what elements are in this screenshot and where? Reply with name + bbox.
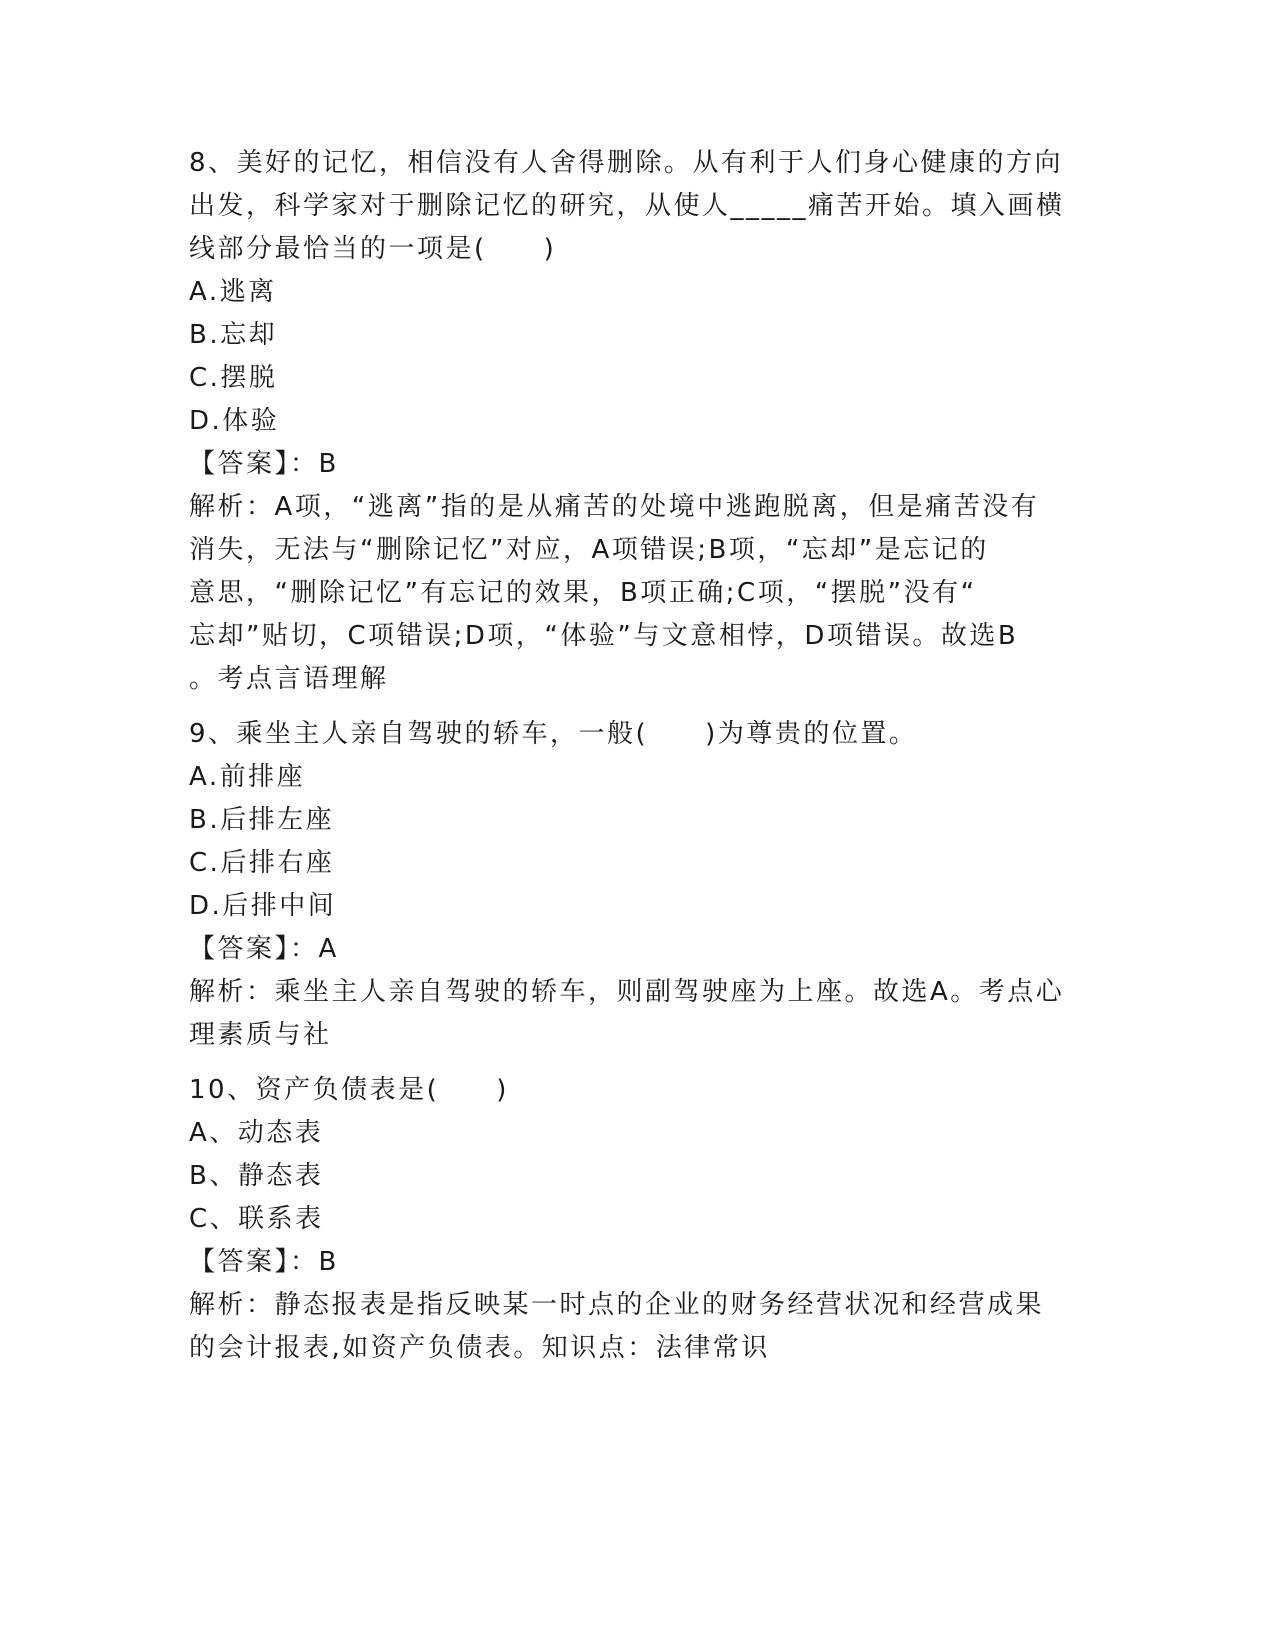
analysis-line: 解析：A项，“逃离”指的是从痛苦的处境中逃跑脱离，但是痛苦没有 (189, 492, 1040, 522)
analysis-line: 解析：乘坐主人亲自驾驶的轿车，则副驾驶座为上座。故选A。考点心 (189, 977, 1065, 1007)
analysis-line: 的会计报表,如资产负债表。知识点：法律常识 (189, 1333, 770, 1363)
answer-line: 【答案】：B (189, 1247, 339, 1277)
option-c: C、联系表 (189, 1204, 324, 1234)
option-b: B.后排左座 (189, 805, 335, 835)
analysis-line: 。考点言语理解 (189, 664, 389, 694)
question-block (189, 142, 1089, 701)
option-b: B、静态表 (189, 1161, 324, 1191)
question-stem-line: 出发，科学家对于删除记忆的研究，从使人_____痛苦开始。填入画横 (189, 191, 1065, 221)
option-c: C.摆脱 (189, 363, 278, 393)
answer-line: 【答案】：A (189, 934, 339, 964)
analysis-line: 消失，无法与“删除记忆”对应，A项错误;B项，“忘却”是忘记的 (189, 535, 989, 565)
answer-line: 【答案】：B (189, 449, 339, 479)
analysis-line: 理素质与社 (189, 1020, 332, 1050)
analysis-line: 忘却”贴切，C项错误;D项，“体验”与文意相悖，D项错误。故选B (189, 621, 1019, 651)
option-b: B.忘却 (189, 320, 278, 350)
question-block (189, 713, 1089, 1057)
question-stem-line: 线部分最恰当的一项是( ) (189, 234, 557, 264)
question-stem-line: 8、美好的记忆，相信没有人舍得删除。从有利于人们身心健康的方向 (189, 148, 1064, 178)
option-a: A.逃离 (189, 277, 277, 307)
question-spacer (189, 1057, 1089, 1069)
question-stem-line: 9、乘坐主人亲自驾驶的轿车，一般( )为尊贵的位置。 (189, 719, 918, 749)
option-c: C.后排右座 (189, 848, 335, 878)
question-block (189, 1069, 1089, 1370)
question-stem-line: 10、资产负债表是( ) (189, 1075, 509, 1105)
analysis-line: 解析：静态报表是指反映某一时点的企业的财务经营状况和经营成果 (189, 1290, 1045, 1320)
option-a: A.前排座 (189, 762, 306, 792)
option-a: A、动态表 (189, 1118, 324, 1148)
option-d: D.体验 (189, 406, 280, 436)
option-d: D.后排中间 (189, 891, 337, 921)
analysis-line: 意思，“删除记忆”有忘记的效果，B项正确;C项，“摆脱”没有“ (189, 578, 977, 608)
document-page (189, 142, 1089, 1370)
question-spacer (189, 701, 1089, 713)
